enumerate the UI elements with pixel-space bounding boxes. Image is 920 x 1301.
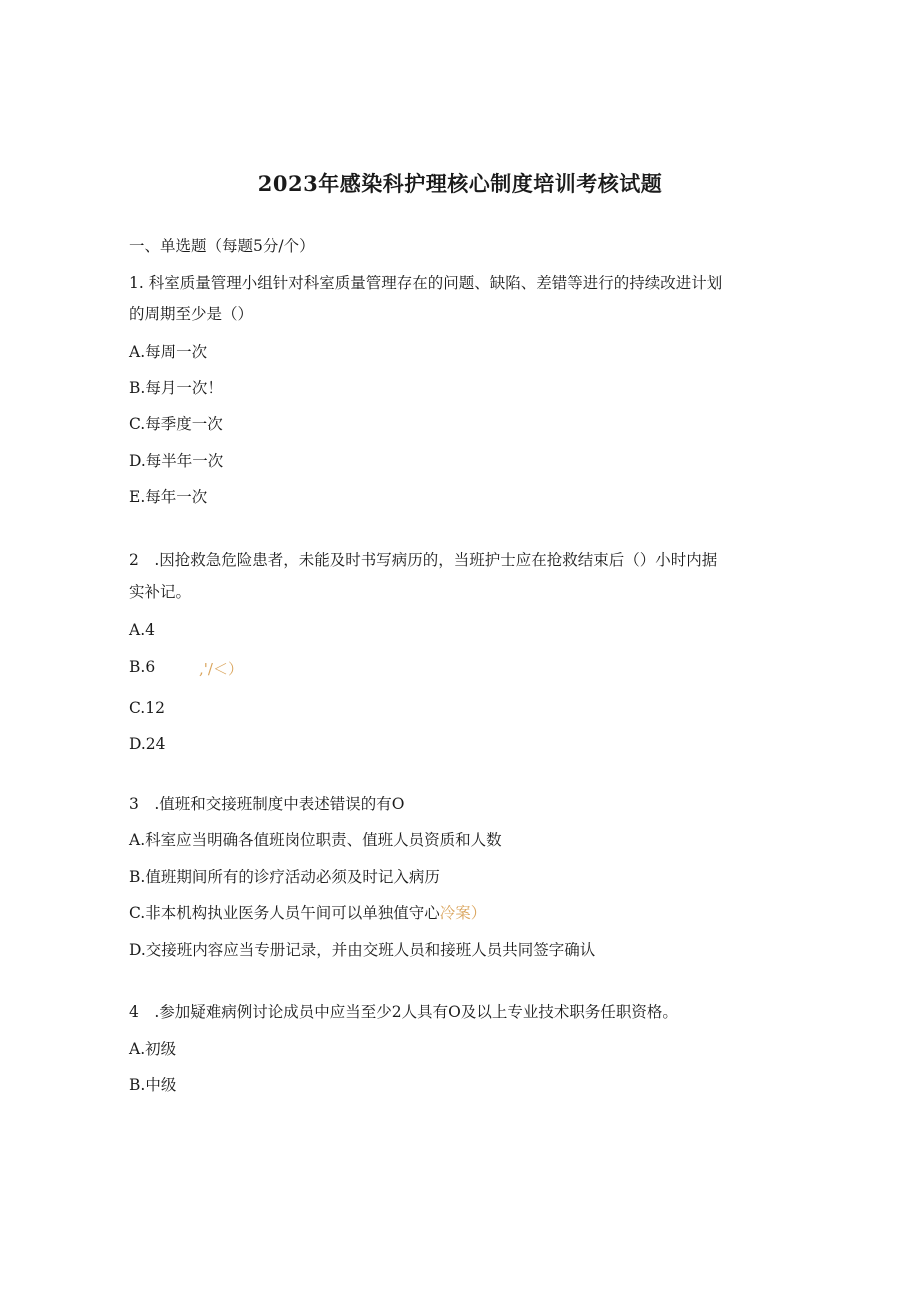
question-1-stem-line-2: 的周期至少是（） [129,305,254,323]
question-1-stem-line-1: 1. 科室质量管理小组针对科室质量管理存在的问题、缺陷、差错等进行的持续改进计划 [129,274,723,292]
section-heading: 一、单选题（每题5分/个） [129,237,315,255]
question-3-option-c-text: C.非本机构执业医务人员午间可以单独值守心 [129,904,440,922]
question-2-option-b: B.6 [129,658,156,676]
question-4-option-a: A.初级 [129,1040,177,1058]
question-2-option-d: D.24 [129,735,166,753]
question-1-option-a: A.每周一次 [129,343,208,361]
question-1-option-b: B.每月一次！ [129,379,223,397]
question-4-option-b: B.中级 [129,1076,177,1094]
question-3-handwritten-annotation: 冷案） [439,904,487,922]
question-3-option-d: D.交接班内容应当专册记录，并由交班人员和接班人员共同签字确认 [129,941,596,959]
question-1-option-e: E.每年一次 [129,488,208,506]
question-3-option-b: B.值班期间所有的诊疗活动必须及时记入病历 [129,868,440,886]
question-3-stem: 3 .值班和交接班制度中表述错误的有O [129,795,405,813]
question-2-option-c: C.12 [129,699,165,717]
question-2-option-a: A.4 [129,621,155,639]
question-3-option-a: A.科室应当明确各值班岗位职责、值班人员资质和人数 [129,831,502,849]
question-1-option-d: D.每半年一次 [129,452,224,470]
question-2-stem-line-1: 2 .因抢救急危险患者，未能及时书写病历的，当班护士应在抢救结束后（）小时内据 [129,551,718,569]
question-4-stem: 4 .参加疑难病例讨论成员中应当至少2人具有O及以上专业技术职务任职资格。 [129,1003,678,1021]
question-2-handwritten-annotation: ,'/＜） [199,660,243,678]
question-3-option-c [129,901,486,923]
page-title: 2023年感染科护理核心制度培训考核试题 [257,171,663,196]
question-2-stem-line-2: 实补记。 [129,583,192,601]
question-1-option-c: C.每季度一次 [129,415,223,433]
